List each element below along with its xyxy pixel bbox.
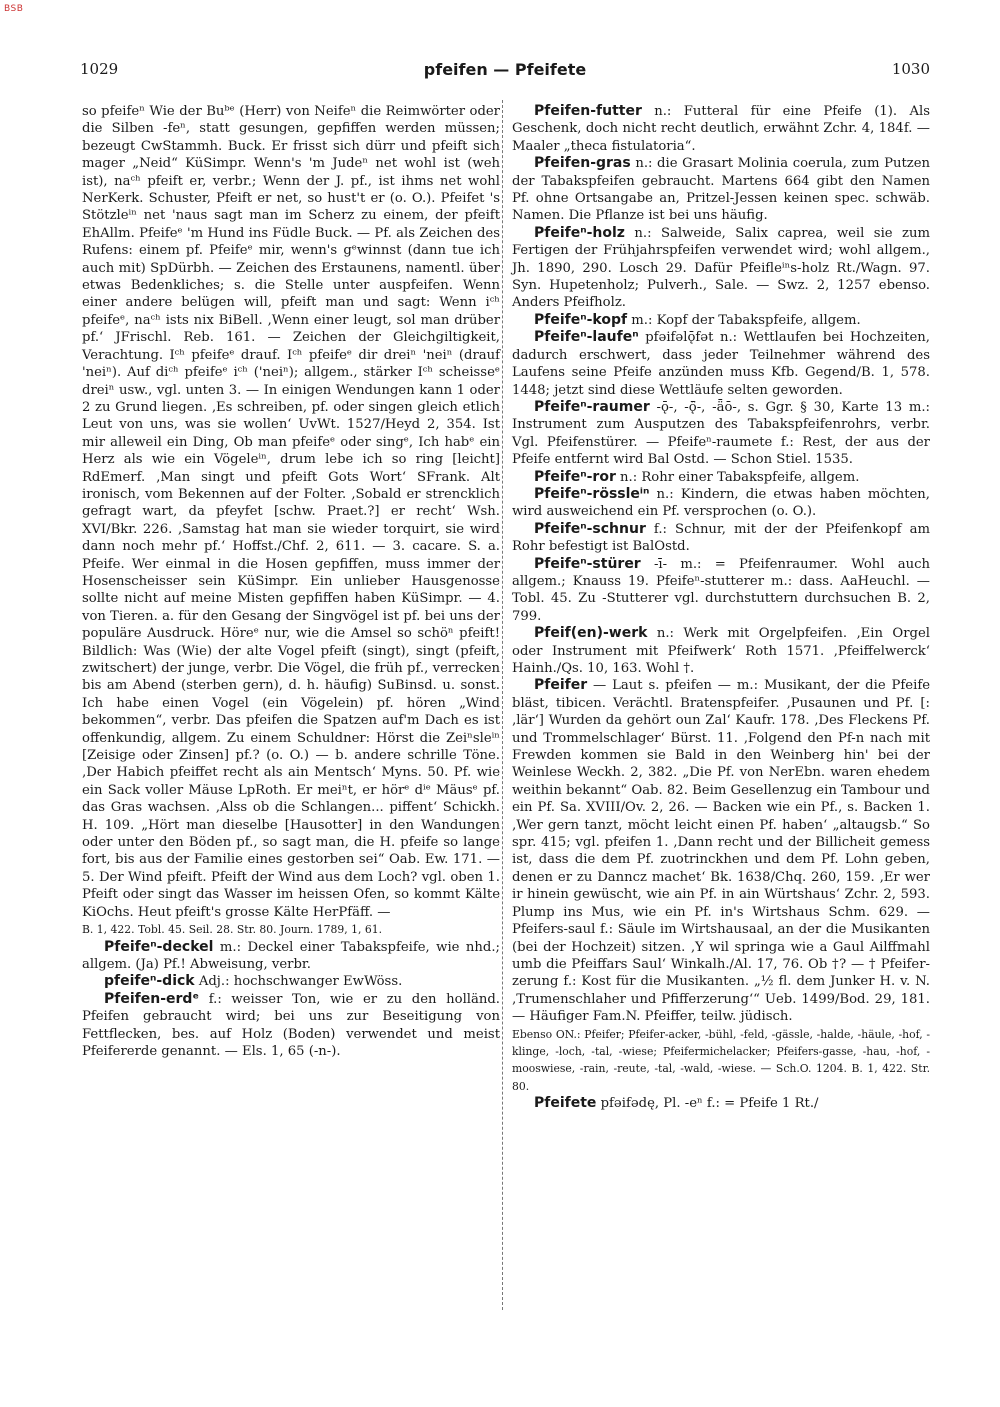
page-number-left: 1029 <box>80 60 119 78</box>
dictionary-entry <box>82 939 500 974</box>
text-paragraph <box>82 103 500 921</box>
entry-headword: Pfeifen-erdᵉ <box>104 990 200 1007</box>
running-title: pfeifen — Pfeifete <box>423 60 587 79</box>
entry-headword: Pfeifeⁿ-stürer <box>534 555 641 572</box>
dictionary-entry <box>512 225 930 312</box>
entry-text: pfəifədę, Pl. -eⁿ f.: = Pfeife 1 Rt./ <box>596 1096 819 1112</box>
entry-headword: Pfeifeⁿ-laufeⁿ <box>534 329 639 346</box>
dictionary-entry <box>512 399 930 469</box>
dictionary-entry <box>512 556 930 626</box>
entry-text: n.: Kindern, die etwas haben möchten, wird ausweichend ein Pf. versprochen (o. O.). <box>512 486 930 520</box>
entry-headword: Pfeifeⁿ-deckel <box>104 938 214 955</box>
text-paragraph <box>82 921 500 938</box>
dictionary-entry <box>512 625 930 677</box>
dictionary-entry <box>512 312 930 329</box>
entry-text: -ǭ-, -ǭ̈-, -ǟō-, s. Ggr. § 30, Karte 13 m.: Instrument zum Ausputzen des Tabakspfeifenrohrs, verbr. Vgl. Pfeifenstürer. — Pfeifeⁿ-raumete f.: Rest, der aus der Pfeife entfernt wird Bal Ostd. — Schon Stiel. 1535. <box>512 399 930 468</box>
entry-headword: Pfeif(en)-werk <box>534 625 648 642</box>
entry-text: f.: weisser Ton, wie er zu den holländ. Pfeifen gebraucht wird; bei uns zur Beseitigung von Fettflecken, bes. auf Holz (Boden) verwendet und meist Pfeifererde genannt. — Els. 1, 65 (-n-). <box>82 991 500 1059</box>
entry-text: n.: die Grasart Molinia coerula, zum Putzen der Tabakspfeifen gebraucht. Martens 664 gibt den Namen Pf. ohne Ortsangabe an, Pritzel-Jessen keinen spec. schwäb. Namen. Die Pflanze ist bei uns häufig. <box>512 156 930 224</box>
entry-headword: Pfeifeⁿ-schnur <box>534 520 646 537</box>
dictionary-entry <box>512 1095 930 1112</box>
entry-headword: Pfeifeⁿ-kopf <box>534 311 628 328</box>
entry-text: n.: Futteral für eine Pfeife (1). Als Geschenk, doch nicht recht deutlich, erwähnt Zchr. 4, 184f. — Maaler „theca fistulatoria“. <box>512 104 930 154</box>
entry-text: pfəifəlǭfət n.: Wettlaufen bei Hochzeiten, dadurch erschwert, dass jeder Teilnehmer während des Laufens seine Pfeife anzünden muss Kfb. Gegend/B. 1, 578. 1448; jetzt sind diese Wettläufe selten geworden. <box>512 330 930 398</box>
entry-headword: Pfeifeⁿ-rössleⁱⁿ <box>534 485 650 502</box>
entry-text: B. 1, 422. Tobl. 45. Seil. 28. Str. 80. Journ. 1789, 1, 61. <box>82 923 383 937</box>
entry-headword: Pfeifen-gras <box>534 155 631 172</box>
column-divider <box>502 100 503 1310</box>
dictionary-entry <box>512 329 930 399</box>
entry-headword: Pfeifeⁿ-raumer <box>534 398 650 415</box>
dictionary-entry <box>82 991 500 1061</box>
dictionary-entry <box>512 486 930 521</box>
entry-text: f.: Schnur, mit der der Pfeifenkopf am Rohr befestigt ist BalOstd. <box>512 521 930 555</box>
dictionary-entry <box>512 521 930 556</box>
entry-text: n.: Werk mit Orgelpfeifen. ‚Ein Orgel oder Instrument mit Pfeifwerk‘ Roth 1571. ‚Pfeiffelwerck‘ Hainh./Qs. 10, 163. Wohl †. <box>512 626 930 676</box>
entry-text: n.: Rohr einer Tabakspfeife, allgem. <box>615 469 860 485</box>
page-number-right: 1030 <box>891 60 930 78</box>
entry-headword: Pfeifete <box>534 1095 597 1112</box>
entry-text: m.: Deckel einer Tabakspfeife, wie nhd.; allgem. (Ja) Pf.! Abweisung, verbr. <box>82 939 500 972</box>
dictionary-entry <box>512 677 930 1025</box>
entry-text: n.: Salweide, Salix caprea, weil sie zum Fertigen der Frühjahrspfeifen verwendet wird; wohl allgem., Jh. 1890, 290. Losch 29. Dafür Pfeifleⁱⁿs-holz Rt./Wagn. 97. Syn. Hupetenholz; Pulverh., Sale. — Swz. 2, 1257 ebenso. Anders Pfeifholz. <box>512 225 930 311</box>
dictionary-entry <box>82 973 500 990</box>
library-stamp: BSB <box>4 4 24 14</box>
entry-text: Adj.: hochschwanger EwWöss. <box>194 974 403 990</box>
entry-text: so pfeifeⁿ Wie der Buᵇᵉ (Herr) von Neifeⁿ die Reimwörter oder die Silben -feⁿ, statt gesungen, gepfiffen werden müssen; bezeugt CwStammh. Buck. Er frisst sich dürr und pfeift sich mager „Neid“ KüSimpr. Wenn's 'm Judeⁿ net wohl ist (weh ist), naᶜʰ pfeift er, verbr.; Wenn der J. pf., ist ihms net wohl NerKerk. Schuster, Pfeift er net, so hust't er (o. O.). Pfeifet 's Stötzleⁱⁿ net 'naus sagt man im Scherz zu einem, der pfeift EhAllm. Pfeifeᵉ 'm Hund ins Füdle Buck. — Pf. als Zeichen des Rufens: einem pf. Pfeifeᵉ mir, wenn's gᵉwinnst (dann tue ich auch mit) SpDürbh. — Zeichen des Erstaunens, namentl. über etwas Bedenkliches; s. die Stelle unter auspfeifen. Wenn einer andere belügen will, pfeift man und sagt: Wenn iᶜʰ pfeifeᵉ, naᶜʰ ists nix BiBell. ‚Wenn einer leugt, sol man drüber pf.‘ JFrischl. Reb. 161. — Zeichen der Gleichgiltigkeit, Verachtung. Iᶜʰ pfeifeᵉ drauf. Iᶜʰ pfeifeᵉ dir dreiⁿ 'neiⁿ (drauf 'neiⁿ). Auf diᶜʰ pfeifeᵉ iᶜʰ ('neiⁿ); allgem., stärker Iᶜʰ scheisseᵉ dreiⁿ usw., vgl. unten 3. — In einigen Wendungen kann 1 oder 2 zu Grund liegen. ‚Es schreiben, pf. oder singen gleich etlich Leut von uns, was sie wollen‘ UvWt. 1527/Heyd 2, 354. Ist mir alleweil ein Ding, Ob man pfeifeᵉ oder singᵉ, Ich habᵉ ein Herz als wie ein Vögeleⁱⁿ, drum lebe ich so ring [leicht] RdEmerf. ‚Man singt und pfeift Gots Wort‘ SFrank. Alt ironisch, vom Bekennen auf der Folter. ‚Sobald er strencklich gefragt wart, da pfeyfet [schw. Praet.?] er recht‘ Wsh. XVI/Bkr. 226. ‚Samstag hat man sie wieder torquirt, sie wird dann noch mehr pf.‘ Hoffst./Chf. 2, 611. — 3. cacare. S. a. Pfeife. Wer einmal in die Hosen gepfiffen, muss immer der Hosenscheisser sein KüSimpr. Ein unlieber Hausgenosse sollte nicht auf meine Misten gepfiffen haben KüSimpr. — 4. von Tieren. a. für den Gesang der Singvögel ist pf. bei uns der populäre Ausdruck. Höreᵉ nur, wie die Amsel so schöⁿ pfeift! Bildlich: Was (Wie) der alte Vogel pfeift (singt), singt (pfeift, zwitschert) der junge, verbr. Die Vögel, die früh pf., verrecken bis am Abend (sterben gern), d. h. häufig) SuBinsd. u. sonst. Ich habe einen Vogel (ein Vögelein) pf. hören „Wind bekommen“, verbr. Das pfeifen die Spatzen auf'm Dach es ist offenkundig, allgem. Zu einem Schuldner: Hörst die Zeiⁿsleⁱⁿ [Zeisige oder Zinsen] pf.? (o. O.) — b. andere schrille Töne. ‚Der Habich pfeiffet recht als ain Mentsch‘ Myns. 50. Pf. wie ein Sack voller Mäuse LpRoth. Er meiⁿt, er hörᵉ dⁱᵉ Mäusᵉ pf. das Gras wachsen. ‚Alss ob die Schlangen... piffent‘ Schickh. H. 109. „Hört man dieselbe [Hausotter] in den Wandungen oder unter den Böden pf., so sagt man, die H. pfeife so lange fort, bis aus der Familie eines gestorben sei“ Oab. Ew. 171. — 5. Der Wind pfeift. Pfeift der Wind aus dem Loch? vgl. oben 1. Pfeift oder singt das Wasser im heissen Ofen, so kommt Kälte KiOchs. Heut pfeift's grosse Kälte HerPfäff. — <box>82 104 500 920</box>
entry-text: — Laut s. pfeifen — m.: Musikant, der die Pfeife bläst, tibicen. Verächtl. Bratenspfeifer. ‚Pusaunen und Pf. [: ‚lär‘] Wurden da gehört oun Zal‘ Kaufr. 178. ‚Des Fleckens Pf. und Trommelschlager‘ Bürst. 11. ‚Folgend den Pf-n nach mit Frewden kommen sie Bald in den Weinberg hin' bei der Weinlese Weckh. 2, 382. „Die Pf. von NerEbn. waren ehedem weithin bekannt“ Oab. 82. Beim Gesellenzug ein Tambour und ein Pf. Sa. XVIII/Ov. 2, 26. — Backen wie ein Pf., s. Backen 1. ‚Wer gern tanzt, möcht leicht einen Pf. haben‘ „altaugsb.“ So spr. 415; vgl. pfeifen 1. ‚Dann recht und der Billicheit gemess ist, dass die dem Pf. zuotrinckhen und dem Pf. Lohn geben, denen er zu Danncz machet‘ Bk. 1638/Chq. 260, 159. ‚Er wer ir hinein gewüscht, wie ain Pf. in ain Würtshaus‘ Zchr. 2, 593. Plump ins Mus, wie ein Pf. in's Wirtshaus Schm. 629. — Pfeifers-saul f.: Säule im Wirtshausaal, an der die Musikanten (bei der Hochzeit) sitzen. ‚Y wil springa wie a Gaul Ailffmahl umb die Pfeiffars Saul‘ Winkalh./Al. 17, 76. Ob †? — † Pfeifer-zerung f.: Kost für die Musikanten. „½ fl. dem Junker H. v. N. ‚Trumenschlaher und Pfifferzerung‘“ Ueb. 1499/Bod. 29, 181. — Häufiger Fam.N. Pfeiffer, teilw. jüdisch. <box>512 678 930 1025</box>
dictionary-entry <box>512 155 930 225</box>
dictionary-entry <box>512 103 930 155</box>
entry-text: -ī- m.: = Pfeifenraumer. Wohl auch allgem.; Knauss 19. Pfeifeⁿ-stutterer m.: dass. AaHeuchl. — Tobl. 45. Zu -Stutterer vgl. durchstuttern durchsuchen B. 2, 799. <box>512 556 930 624</box>
dictionary-entry <box>512 469 930 486</box>
right-column <box>512 103 930 1113</box>
text-paragraph <box>512 1026 930 1096</box>
entry-headword: Pfeifen-futter <box>534 103 642 119</box>
entry-text: m.: Kopf der Tabakspfeife, allgem. <box>627 312 861 328</box>
entry-text: Ebenso ON.: Pfeifer; Pfeifer-acker, -bühl, -feld, -gässle, -halde, -häule, -hof, -klinge, -loch, -tal, -wiese; Pfeifermichelacker; Pfeifers-gasse, -hau, -hof, -mooswiese, -rain, -reute, -tal, -wald, -wiese. — Sch.O. 1204. B. 1, 422. Str. 80. <box>512 1027 930 1093</box>
entry-headword: Pfeifeⁿ-holz <box>534 224 625 241</box>
page-header <box>80 60 930 86</box>
left-column <box>82 103 500 1060</box>
entry-headword: Pfeifeⁿ-ror <box>534 468 616 485</box>
entry-headword: Pfeifer <box>534 677 588 694</box>
entry-headword: pfeifeⁿ-dick <box>104 973 195 990</box>
